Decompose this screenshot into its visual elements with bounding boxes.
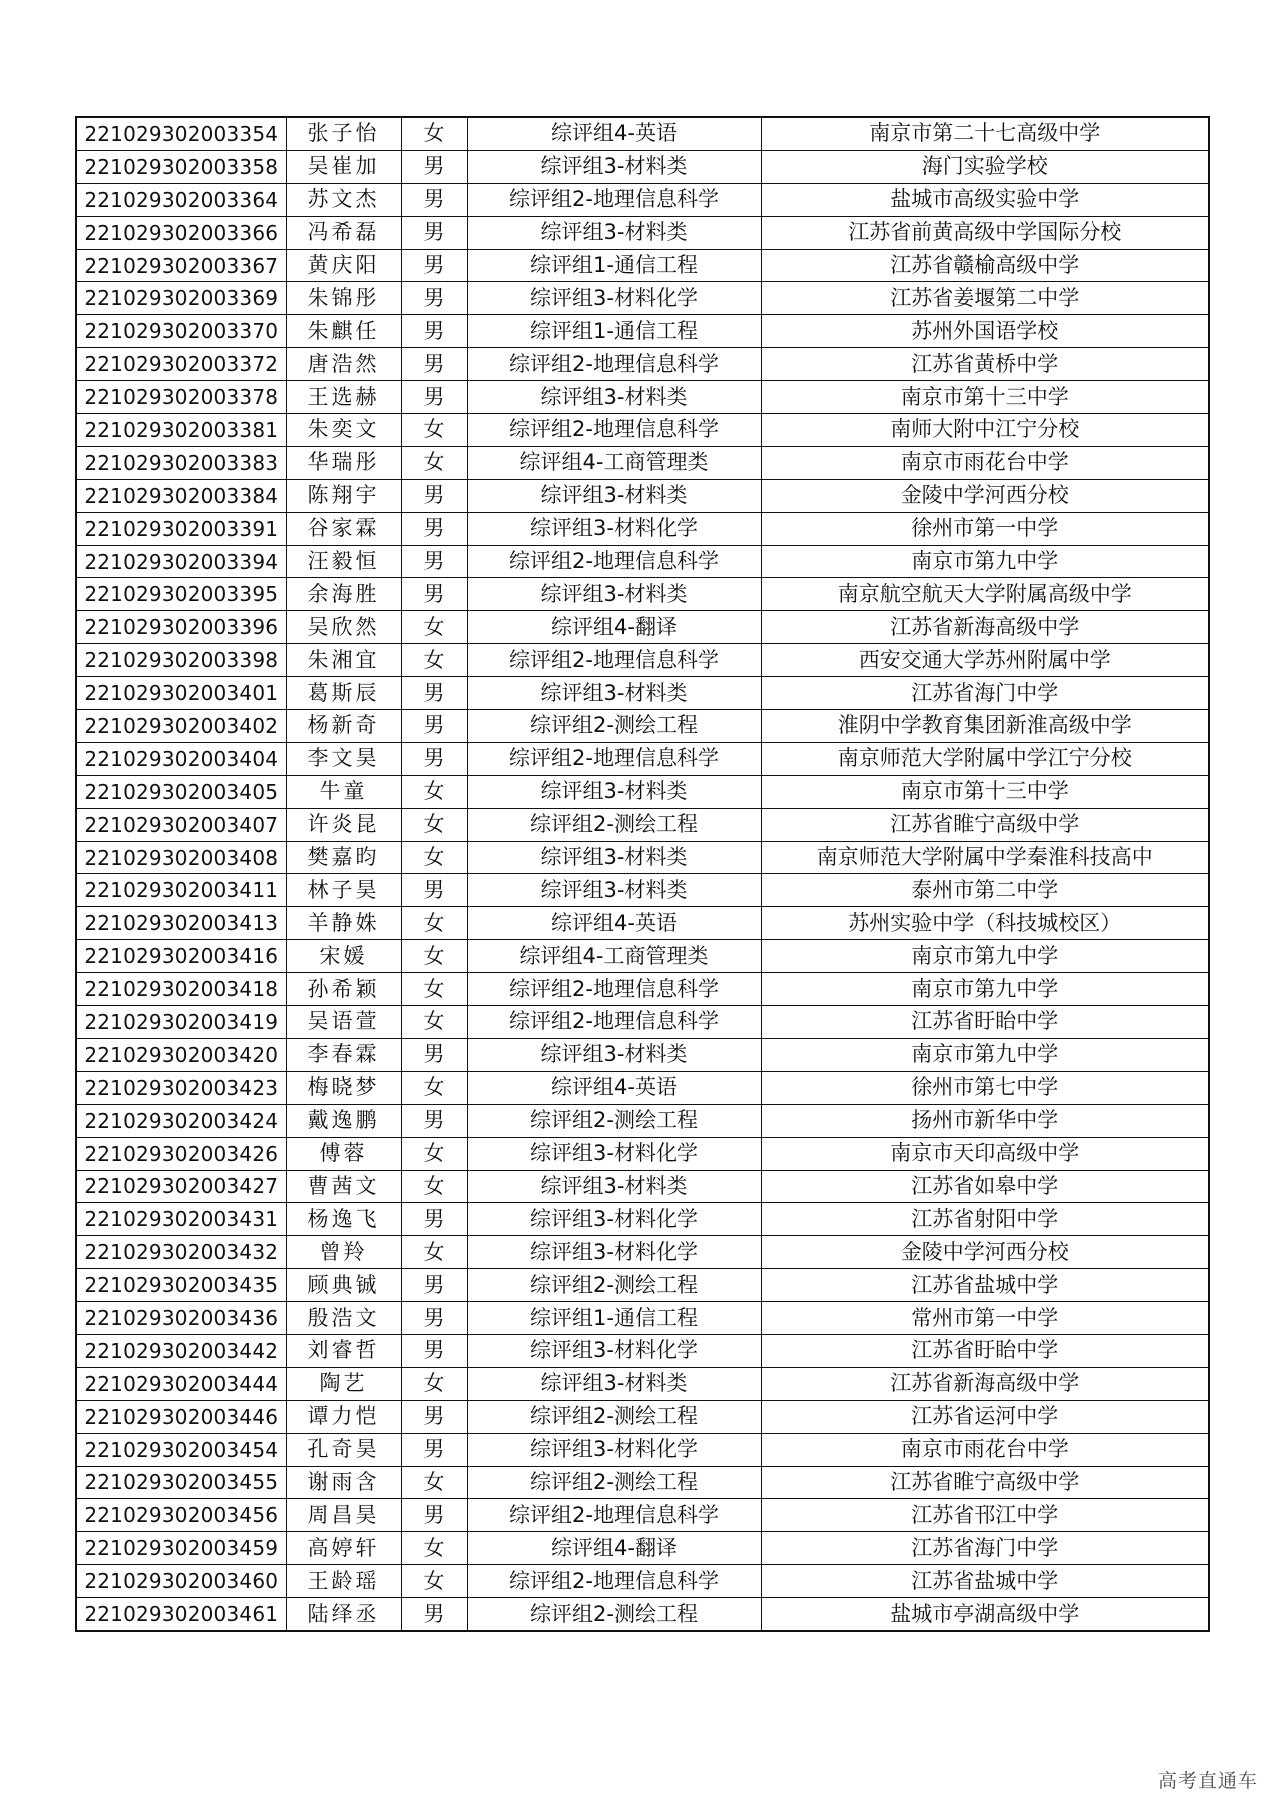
student-name-cell: 曹茜文 [286, 1170, 401, 1203]
school-cell: 南京市天印高级中学 [761, 1137, 1209, 1170]
assessment-group-cell: 综评组2-测绘工程 [467, 1269, 761, 1302]
gender-cell: 女 [401, 1137, 467, 1170]
assessment-group-cell: 综评组3-材料类 [467, 677, 761, 710]
school-cell: 江苏省盐城中学 [761, 1565, 1209, 1598]
admission-list-table [75, 116, 1210, 1632]
school-cell: 江苏省邗江中学 [761, 1499, 1209, 1532]
student-id-cell: 221029302003416 [76, 940, 286, 973]
student-id-cell: 221029302003398 [76, 644, 286, 677]
student-name-cell: 杨逸飞 [286, 1203, 401, 1236]
table-row [76, 808, 1209, 841]
student-name-cell: 葛斯辰 [286, 677, 401, 710]
table-row [76, 414, 1209, 447]
table-row [76, 841, 1209, 874]
school-cell: 扬州市新华中学 [761, 1104, 1209, 1137]
student-id-cell: 221029302003454 [76, 1433, 286, 1466]
gender-cell: 女 [401, 907, 467, 940]
gender-cell: 女 [401, 644, 467, 677]
student-id-cell: 221029302003395 [76, 578, 286, 611]
student-id-cell: 221029302003411 [76, 874, 286, 907]
gender-cell: 女 [401, 1565, 467, 1598]
school-cell: 常州市第一中学 [761, 1302, 1209, 1335]
student-id-cell: 221029302003378 [76, 381, 286, 414]
student-name-cell: 吴语萱 [286, 1006, 401, 1039]
student-id-cell: 221029302003426 [76, 1137, 286, 1170]
assessment-group-cell: 综评组4-翻译 [467, 611, 761, 644]
assessment-group-cell: 综评组4-工商管理类 [467, 446, 761, 479]
student-name-cell: 殷浩文 [286, 1302, 401, 1335]
table-row [76, 710, 1209, 743]
table-row [76, 1334, 1209, 1367]
table-row [76, 907, 1209, 940]
gender-cell: 女 [401, 1532, 467, 1565]
student-name-cell: 李春霖 [286, 1038, 401, 1071]
student-id-cell: 221029302003408 [76, 841, 286, 874]
student-id-cell: 221029302003364 [76, 183, 286, 216]
table-row [76, 1104, 1209, 1137]
student-id-cell: 221029302003384 [76, 479, 286, 512]
student-name-cell: 王选赫 [286, 381, 401, 414]
assessment-group-cell: 综评组3-材料化学 [467, 1137, 761, 1170]
school-cell: 江苏省盱眙中学 [761, 1006, 1209, 1039]
table-row [76, 1071, 1209, 1104]
student-id-cell: 221029302003407 [76, 808, 286, 841]
gender-cell: 女 [401, 841, 467, 874]
student-name-cell: 华瑞彤 [286, 446, 401, 479]
student-id-cell: 221029302003401 [76, 677, 286, 710]
student-id-cell: 221029302003383 [76, 446, 286, 479]
assessment-group-cell: 综评组2-地理信息科学 [467, 183, 761, 216]
school-cell: 徐州市第七中学 [761, 1071, 1209, 1104]
assessment-group-cell: 综评组2-测绘工程 [467, 710, 761, 743]
student-id-cell: 221029302003432 [76, 1236, 286, 1269]
student-id-cell: 221029302003396 [76, 611, 286, 644]
student-name-cell: 周昌昊 [286, 1499, 401, 1532]
assessment-group-cell: 综评组3-材料化学 [467, 1203, 761, 1236]
student-id-cell: 221029302003456 [76, 1499, 286, 1532]
school-cell: 金陵中学河西分校 [761, 479, 1209, 512]
school-cell: 南京市第九中学 [761, 973, 1209, 1006]
student-id-cell: 221029302003402 [76, 710, 286, 743]
school-cell: 江苏省赣榆高级中学 [761, 249, 1209, 282]
gender-cell: 女 [401, 1367, 467, 1400]
assessment-group-cell: 综评组2-测绘工程 [467, 1598, 761, 1631]
table-row [76, 1532, 1209, 1565]
table-row [76, 1565, 1209, 1598]
gender-cell: 女 [401, 414, 467, 447]
school-cell: 盐城市亭湖高级中学 [761, 1598, 1209, 1631]
student-id-cell: 221029302003435 [76, 1269, 286, 1302]
gender-cell: 男 [401, 512, 467, 545]
gender-cell: 男 [401, 677, 467, 710]
assessment-group-cell: 综评组4-英语 [467, 117, 761, 150]
student-name-cell: 陈翔宇 [286, 479, 401, 512]
student-name-cell: 羊静姝 [286, 907, 401, 940]
student-name-cell: 谢雨含 [286, 1466, 401, 1499]
student-id-cell: 221029302003418 [76, 973, 286, 1006]
gender-cell: 男 [401, 150, 467, 183]
assessment-group-cell: 综评组4-工商管理类 [467, 940, 761, 973]
table-row [76, 1269, 1209, 1302]
student-name-cell: 梅晓梦 [286, 1071, 401, 1104]
student-name-cell: 杨新奇 [286, 710, 401, 743]
school-cell: 南京市第九中学 [761, 1038, 1209, 1071]
assessment-group-cell: 综评组3-材料类 [467, 874, 761, 907]
student-id-cell: 221029302003372 [76, 348, 286, 381]
student-name-cell: 傅蓉 [286, 1137, 401, 1170]
table-row [76, 874, 1209, 907]
gender-cell: 男 [401, 282, 467, 315]
gender-cell: 女 [401, 1006, 467, 1039]
school-cell: 淮阴中学教育集团新淮高级中学 [761, 710, 1209, 743]
table-row [76, 381, 1209, 414]
assessment-group-cell: 综评组3-材料类 [467, 1038, 761, 1071]
student-id-cell: 221029302003391 [76, 512, 286, 545]
assessment-group-cell: 综评组4-翻译 [467, 1532, 761, 1565]
student-name-cell: 吴欣然 [286, 611, 401, 644]
gender-cell: 女 [401, 775, 467, 808]
assessment-group-cell: 综评组2-地理信息科学 [467, 742, 761, 775]
gender-cell: 男 [401, 545, 467, 578]
student-id-cell: 221029302003419 [76, 1006, 286, 1039]
gender-cell: 女 [401, 611, 467, 644]
student-name-cell: 谷家霖 [286, 512, 401, 545]
school-cell: 江苏省海门中学 [761, 1532, 1209, 1565]
assessment-group-cell: 综评组2-地理信息科学 [467, 1565, 761, 1598]
student-name-cell: 冯希磊 [286, 216, 401, 249]
gender-cell: 男 [401, 1269, 467, 1302]
table-row [76, 1006, 1209, 1039]
student-name-cell: 曾羚 [286, 1236, 401, 1269]
table-row [76, 183, 1209, 216]
student-id-cell: 221029302003423 [76, 1071, 286, 1104]
assessment-group-cell: 综评组3-材料类 [467, 216, 761, 249]
assessment-group-cell: 综评组3-材料化学 [467, 1334, 761, 1367]
assessment-group-cell: 综评组2-地理信息科学 [467, 348, 761, 381]
school-cell: 江苏省如皋中学 [761, 1170, 1209, 1203]
gender-cell: 女 [401, 1071, 467, 1104]
school-cell: 徐州市第一中学 [761, 512, 1209, 545]
assessment-group-cell: 综评组2-地理信息科学 [467, 545, 761, 578]
student-id-cell: 221029302003413 [76, 907, 286, 940]
student-id-cell: 221029302003427 [76, 1170, 286, 1203]
table-row [76, 282, 1209, 315]
table-row [76, 611, 1209, 644]
gender-cell: 男 [401, 874, 467, 907]
student-name-cell: 谭力恺 [286, 1400, 401, 1433]
student-name-cell: 戴逸鹏 [286, 1104, 401, 1137]
student-name-cell: 孙希颖 [286, 973, 401, 1006]
school-cell: 苏州外国语学校 [761, 315, 1209, 348]
school-cell: 江苏省睢宁高级中学 [761, 808, 1209, 841]
gender-cell: 男 [401, 1203, 467, 1236]
student-id-cell: 221029302003367 [76, 249, 286, 282]
school-cell: 苏州实验中学（科技城校区） [761, 907, 1209, 940]
table-row [76, 117, 1209, 150]
student-id-cell: 221029302003459 [76, 1532, 286, 1565]
school-cell: 江苏省盐城中学 [761, 1269, 1209, 1302]
student-id-cell: 221029302003461 [76, 1598, 286, 1631]
watermark: 高考直通车 [1157, 1770, 1258, 1792]
gender-cell: 女 [401, 1236, 467, 1269]
school-cell: 江苏省新海高级中学 [761, 1367, 1209, 1400]
table-row [76, 578, 1209, 611]
gender-cell: 女 [401, 973, 467, 1006]
gender-cell: 男 [401, 578, 467, 611]
school-cell: 海门实验学校 [761, 150, 1209, 183]
assessment-group-cell: 综评组1-通信工程 [467, 315, 761, 348]
assessment-group-cell: 综评组3-材料类 [467, 841, 761, 874]
student-name-cell: 朱湘宜 [286, 644, 401, 677]
student-id-cell: 221029302003444 [76, 1367, 286, 1400]
gender-cell: 男 [401, 1433, 467, 1466]
student-name-cell: 黄庆阳 [286, 249, 401, 282]
assessment-group-cell: 综评组3-材料类 [467, 775, 761, 808]
school-cell: 江苏省射阳中学 [761, 1203, 1209, 1236]
table-row [76, 512, 1209, 545]
student-id-cell: 221029302003405 [76, 775, 286, 808]
table-row [76, 644, 1209, 677]
table-row [76, 1203, 1209, 1236]
assessment-group-cell: 综评组3-材料化学 [467, 1236, 761, 1269]
student-name-cell: 陆绎丞 [286, 1598, 401, 1631]
table-row [76, 446, 1209, 479]
school-cell: 江苏省前黄高级中学国际分校 [761, 216, 1209, 249]
table-row [76, 1400, 1209, 1433]
gender-cell: 男 [401, 216, 467, 249]
gender-cell: 女 [401, 446, 467, 479]
table-row [76, 1367, 1209, 1400]
student-name-cell: 牛童 [286, 775, 401, 808]
student-name-cell: 宋媛 [286, 940, 401, 973]
school-cell: 南京市第十三中学 [761, 775, 1209, 808]
student-id-cell: 221029302003460 [76, 1565, 286, 1598]
student-id-cell: 221029302003404 [76, 742, 286, 775]
school-cell: 西安交通大学苏州附属中学 [761, 644, 1209, 677]
student-id-cell: 221029302003370 [76, 315, 286, 348]
assessment-group-cell: 综评组3-材料类 [467, 1367, 761, 1400]
assessment-group-cell: 综评组2-地理信息科学 [467, 414, 761, 447]
student-name-cell: 高婷轩 [286, 1532, 401, 1565]
student-name-cell: 刘睿哲 [286, 1334, 401, 1367]
assessment-group-cell: 综评组1-通信工程 [467, 1302, 761, 1335]
school-cell: 南京市第十三中学 [761, 381, 1209, 414]
student-name-cell: 吴崔加 [286, 150, 401, 183]
student-name-cell: 张子怡 [286, 117, 401, 150]
gender-cell: 男 [401, 1499, 467, 1532]
table-row [76, 1598, 1209, 1631]
table-row [76, 216, 1209, 249]
assessment-group-cell: 综评组3-材料类 [467, 578, 761, 611]
student-id-cell: 221029302003431 [76, 1203, 286, 1236]
gender-cell: 女 [401, 117, 467, 150]
gender-cell: 女 [401, 940, 467, 973]
gender-cell: 女 [401, 1466, 467, 1499]
student-name-cell: 汪毅恒 [286, 545, 401, 578]
school-cell: 南京市雨花台中学 [761, 446, 1209, 479]
school-cell: 南京市第九中学 [761, 545, 1209, 578]
table-row [76, 1170, 1209, 1203]
school-cell: 泰州市第二中学 [761, 874, 1209, 907]
assessment-group-cell: 综评组2-测绘工程 [467, 1400, 761, 1433]
school-cell: 南京市第九中学 [761, 940, 1209, 973]
student-name-cell: 苏文杰 [286, 183, 401, 216]
table-row [76, 545, 1209, 578]
table-row [76, 348, 1209, 381]
student-name-cell: 朱麒任 [286, 315, 401, 348]
table-row [76, 1302, 1209, 1335]
school-cell: 南京市第二十七高级中学 [761, 117, 1209, 150]
school-cell: 江苏省运河中学 [761, 1400, 1209, 1433]
school-cell: 南京师范大学附属中学秦淮科技高中 [761, 841, 1209, 874]
gender-cell: 男 [401, 1400, 467, 1433]
table-row [76, 940, 1209, 973]
assessment-group-cell: 综评组2-测绘工程 [467, 1104, 761, 1137]
table-row [76, 742, 1209, 775]
table-row [76, 1137, 1209, 1170]
student-id-cell: 221029302003354 [76, 117, 286, 150]
student-id-cell: 221029302003436 [76, 1302, 286, 1335]
table-row [76, 1466, 1209, 1499]
assessment-group-cell: 综评组4-英语 [467, 907, 761, 940]
table-row [76, 1236, 1209, 1269]
table-row [76, 677, 1209, 710]
student-name-cell: 朱奕文 [286, 414, 401, 447]
student-id-cell: 221029302003442 [76, 1334, 286, 1367]
school-cell: 江苏省新海高级中学 [761, 611, 1209, 644]
table-row [76, 1038, 1209, 1071]
assessment-group-cell: 综评组1-通信工程 [467, 249, 761, 282]
table-row [76, 1433, 1209, 1466]
student-name-cell: 王龄瑶 [286, 1565, 401, 1598]
student-name-cell: 朱锦彤 [286, 282, 401, 315]
table-row [76, 150, 1209, 183]
student-name-cell: 许炎昆 [286, 808, 401, 841]
school-cell: 南京师范大学附属中学江宁分校 [761, 742, 1209, 775]
school-cell: 江苏省盱眙中学 [761, 1334, 1209, 1367]
gender-cell: 男 [401, 249, 467, 282]
student-name-cell: 樊嘉昀 [286, 841, 401, 874]
assessment-group-cell: 综评组2-测绘工程 [467, 808, 761, 841]
school-cell: 金陵中学河西分校 [761, 1236, 1209, 1269]
table-row [76, 249, 1209, 282]
assessment-group-cell: 综评组3-材料类 [467, 1170, 761, 1203]
assessment-group-cell: 综评组2-测绘工程 [467, 1466, 761, 1499]
gender-cell: 男 [401, 1038, 467, 1071]
assessment-group-cell: 综评组3-材料化学 [467, 512, 761, 545]
gender-cell: 女 [401, 1170, 467, 1203]
gender-cell: 男 [401, 1598, 467, 1631]
student-id-cell: 221029302003455 [76, 1466, 286, 1499]
student-id-cell: 221029302003446 [76, 1400, 286, 1433]
school-cell: 南京市雨花台中学 [761, 1433, 1209, 1466]
assessment-group-cell: 综评组2-地理信息科学 [467, 1006, 761, 1039]
student-id-cell: 221029302003366 [76, 216, 286, 249]
gender-cell: 男 [401, 1302, 467, 1335]
gender-cell: 男 [401, 315, 467, 348]
table-row [76, 479, 1209, 512]
assessment-group-cell: 综评组2-地理信息科学 [467, 644, 761, 677]
assessment-group-cell: 综评组4-英语 [467, 1071, 761, 1104]
school-cell: 南师大附中江宁分校 [761, 414, 1209, 447]
gender-cell: 男 [401, 381, 467, 414]
student-id-cell: 221029302003394 [76, 545, 286, 578]
assessment-group-cell: 综评组3-材料类 [467, 381, 761, 414]
gender-cell: 男 [401, 742, 467, 775]
assessment-group-cell: 综评组2-地理信息科学 [467, 1499, 761, 1532]
gender-cell: 男 [401, 710, 467, 743]
student-name-cell: 孔奇昊 [286, 1433, 401, 1466]
student-id-cell: 221029302003420 [76, 1038, 286, 1071]
student-id-cell: 221029302003369 [76, 282, 286, 315]
school-cell: 盐城市高级实验中学 [761, 183, 1209, 216]
gender-cell: 男 [401, 1104, 467, 1137]
gender-cell: 男 [401, 1334, 467, 1367]
student-id-cell: 221029302003381 [76, 414, 286, 447]
table-row [76, 1499, 1209, 1532]
table-row [76, 973, 1209, 1006]
gender-cell: 女 [401, 808, 467, 841]
gender-cell: 男 [401, 183, 467, 216]
student-name-cell: 李文昊 [286, 742, 401, 775]
admission-list-body [76, 117, 1209, 1631]
school-cell: 江苏省黄桥中学 [761, 348, 1209, 381]
school-cell: 江苏省睢宁高级中学 [761, 1466, 1209, 1499]
assessment-group-cell: 综评组3-材料类 [467, 150, 761, 183]
school-cell: 江苏省姜堰第二中学 [761, 282, 1209, 315]
assessment-group-cell: 综评组3-材料类 [467, 479, 761, 512]
student-name-cell: 顾典铖 [286, 1269, 401, 1302]
student-name-cell: 陶艺 [286, 1367, 401, 1400]
gender-cell: 男 [401, 479, 467, 512]
gender-cell: 男 [401, 348, 467, 381]
student-id-cell: 221029302003424 [76, 1104, 286, 1137]
assessment-group-cell: 综评组3-材料化学 [467, 1433, 761, 1466]
table-row [76, 315, 1209, 348]
student-name-cell: 唐浩然 [286, 348, 401, 381]
school-cell: 江苏省海门中学 [761, 677, 1209, 710]
student-name-cell: 余海胜 [286, 578, 401, 611]
table-row [76, 775, 1209, 808]
student-id-cell: 221029302003358 [76, 150, 286, 183]
assessment-group-cell: 综评组3-材料化学 [467, 282, 761, 315]
school-cell: 南京航空航天大学附属高级中学 [761, 578, 1209, 611]
student-name-cell: 林子昊 [286, 874, 401, 907]
assessment-group-cell: 综评组2-地理信息科学 [467, 973, 761, 1006]
